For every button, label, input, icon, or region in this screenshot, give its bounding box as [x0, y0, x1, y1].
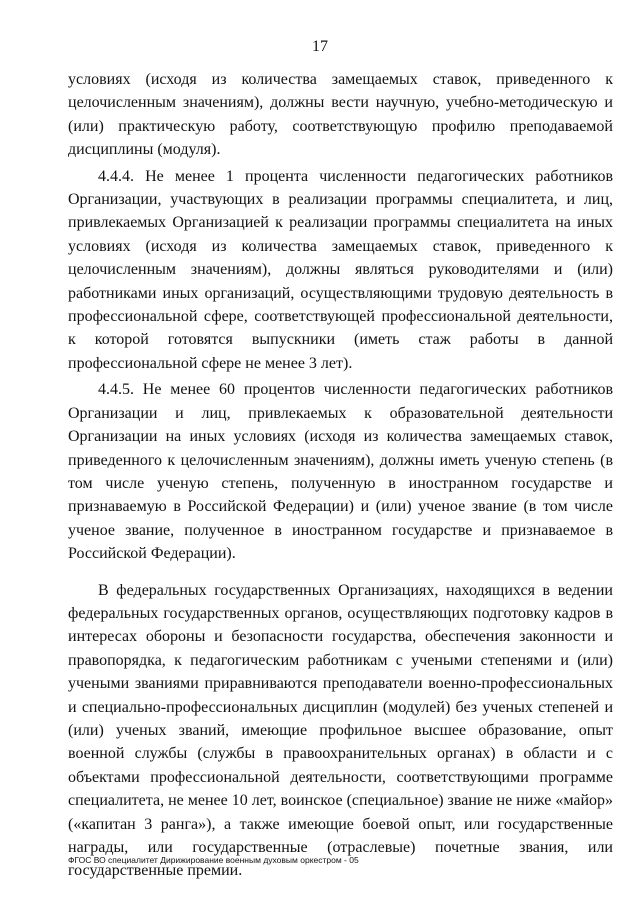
page-number: 17 [312, 38, 328, 55]
document-body [68, 68, 613, 883]
page-footer: ФГОС ВО специалитет Дирижирование военным духовым оркестром - 05 [68, 855, 359, 865]
paragraph-4-4-5: 4.4.5. Не менее 60 процентов численности педагогических работников Организации и лиц, привлекаемых к образовательной деятельности Организации на иных условиях (исходя из количества замещаемых ставок, приведенного к целочисленным значениям), должны иметь ученую степень (в том числе ученую степень, полученную в иностранном государстве и признаваемую в Российской Федерации) и (или) ученое звание (в том числе ученое звание, полученное в иностранном государстве и признаваемое в Российской Федерации). [68, 381, 613, 563]
paragraph-federal-organizations: В федеральных государственных Организациях, находящихся в ведении федеральных государственных органов, осуществляющих подготовку кадров в интересах обороны и безопасности государства, обеспечения законности и правопорядка, к педагогическим работникам с учеными степенями и (или) учеными званиями приравниваются преподаватели военно-профессиональных и специально-профессиональных дисциплин (модулей) без ученых степеней и (или) ученых званий, имеющие профильное высшее образование, опыт военной службы (службы в правоохранительных органах) в области и с объектами профессиональной деятельности, соответствующими программе специалитета, не менее 10 лет, воинское (специальное) звание не ниже «майор» («капитан 3 ранга»), а также имеющие боевой опыт, или государственные награды, или государственные (отраслевые) почетные звания, или государственные премии. [68, 581, 613, 880]
paragraph-continuation: условиях (исходя из количества замещаемых ставок, приведенного к целочисленным значениям), должны вести научную, учебно-методическую и (или) практическую работу, соответствующую профилю преподаваемой дисциплины (модуля). [68, 71, 613, 159]
paragraph-4-4-4: 4.4.4. Не менее 1 процента численности педагогических работников Организации, участвующих в реализации программы специалитета, и лиц, привлекаемых Организацией к реализации программы специалитета на иных условиях (исходя из количества замещаемых ставок, приведенного к целочисленным значениям), должны являться руководителями и (или) работниками иных организаций, осуществляющими трудовую деятельность в профессиональной сфере, соответствующей профессиональной деятельности, к которой готовятся выпускники (иметь стаж работы в данной профессиональной сфере не менее 3 лет). [68, 167, 613, 372]
